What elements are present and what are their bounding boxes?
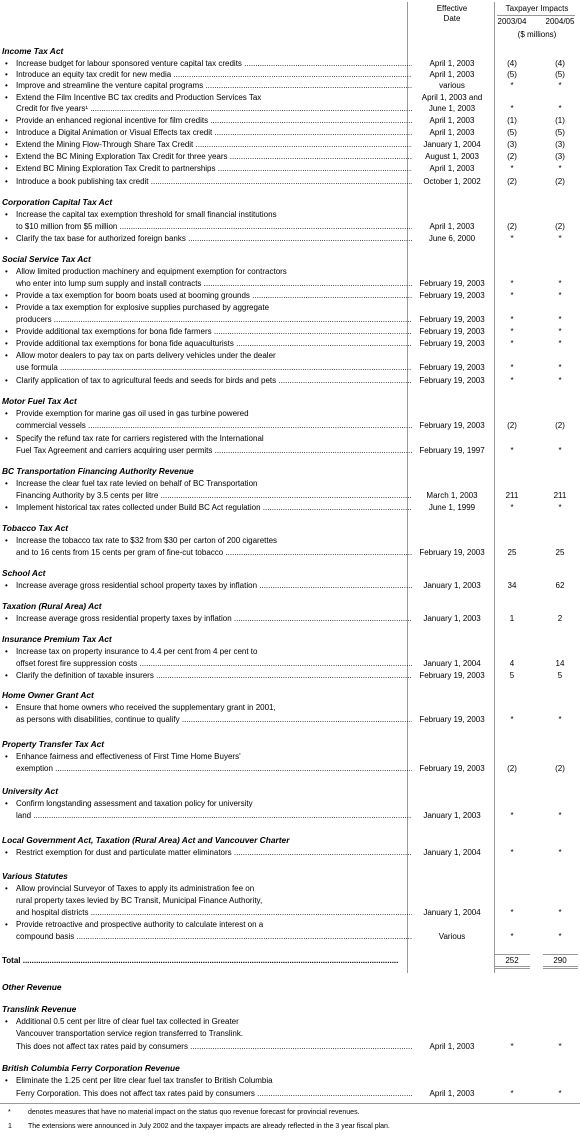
- bullet: •: [5, 1076, 8, 1085]
- header-rule: [497, 15, 575, 16]
- measure-description: Provide retroactive and prospective authority to calculate interest on a: [16, 920, 264, 929]
- effective-date: February 19, 2003: [419, 548, 485, 557]
- bullet: •: [5, 376, 8, 385]
- effective-date: April 1, 2003: [429, 116, 475, 125]
- impact-2004-05: *: [558, 503, 562, 512]
- section-heading: BC Transportation Financing Authority Revenue: [2, 466, 194, 476]
- effective-date: January 1, 2003: [423, 811, 481, 820]
- impact-2004-05: *: [558, 848, 562, 857]
- impact-2004-05: *: [558, 279, 562, 288]
- effective-date: February 19, 2003: [419, 421, 485, 430]
- bullet: •: [5, 327, 8, 336]
- impact-2004-05: *: [558, 81, 562, 90]
- impact-2004-05: *: [558, 315, 562, 324]
- bullet: •: [5, 479, 8, 488]
- impact-2003-04: *: [510, 104, 514, 113]
- impact-2004-05: *: [558, 446, 562, 455]
- measure-description: rural property taxes levied by BC Transit, Municipal Finance Authority,: [16, 896, 263, 905]
- table-row: [0, 139, 580, 150]
- effective-date: January 1, 2004: [423, 848, 481, 857]
- effective-date-header: [412, 4, 492, 24]
- bullet: •: [5, 536, 8, 545]
- impact-2004-05: *: [558, 811, 562, 820]
- effective-date-header-line1: Effective: [436, 4, 468, 13]
- impact-2004-05: *: [558, 1042, 562, 1051]
- measure-description: Clarify the definition of taxable insurers .....: [16, 670, 412, 681]
- table-row: [0, 847, 580, 858]
- impact-2004-05: *: [558, 339, 562, 348]
- effective-date: March 1, 2003: [426, 491, 478, 500]
- effective-date: April 1, 2003: [429, 1089, 475, 1098]
- section-heading: Insurance Premium Tax Act: [2, 634, 112, 644]
- year-2003-04-header: 2003/04: [497, 17, 527, 26]
- table-row: [0, 1041, 580, 1052]
- effective-date: August 1, 2003: [425, 152, 479, 161]
- effective-date: April 1, 2003: [429, 164, 475, 173]
- year-2004-05-header: 2004/05: [545, 17, 575, 26]
- bullet: •: [5, 70, 8, 79]
- table-row: [0, 907, 580, 918]
- measure-description: exemption .....: [16, 763, 412, 774]
- measure-description: to $10 million from $5 million .....: [16, 221, 412, 232]
- impact-2003-04: *: [510, 315, 514, 324]
- bullet: •: [5, 116, 8, 125]
- impact-2003-04: (2): [507, 177, 517, 186]
- effective-date: April 1, 2003: [429, 1042, 475, 1051]
- bullet: •: [5, 752, 8, 761]
- table-row: [0, 290, 580, 301]
- bullet: •: [5, 671, 8, 680]
- bullet: •: [5, 614, 8, 623]
- table-row: [0, 233, 580, 244]
- effective-date: February 19, 2003: [419, 279, 485, 288]
- impact-2003-04: 4: [509, 659, 515, 668]
- impact-2003-04: *: [510, 376, 514, 385]
- impact-2003-04: (3): [507, 140, 517, 149]
- table-row: [0, 502, 580, 513]
- effective-date: January 1, 2004: [423, 659, 481, 668]
- impact-2004-05: 25: [555, 548, 565, 557]
- measure-description: Provide additional tax exemptions for bona fide farmers .....: [16, 326, 412, 337]
- measure-description: producers .....: [16, 314, 412, 325]
- effective-date: February 19, 2003: [419, 715, 485, 724]
- measure-description: Ferry Corporation. This does not affect tax rates paid by consumers .....: [16, 1088, 412, 1099]
- impact-2004-05: (3): [555, 152, 565, 161]
- measure-description: Credit for five years¹ .....: [16, 103, 412, 114]
- table-row: [0, 58, 580, 69]
- table-row: [0, 490, 580, 501]
- table-row: [0, 535, 580, 546]
- impact-2003-04: (5): [507, 70, 517, 79]
- measure-description: Provide exemption for marine gas oil used in gas turbine powered: [16, 409, 249, 418]
- total-double-rule: [495, 966, 530, 967]
- table-row: [0, 362, 580, 373]
- table-row: [0, 314, 580, 325]
- effective-date: February 19, 1997: [419, 446, 485, 455]
- effective-date: April 1, 2003 and: [421, 93, 483, 102]
- measure-description: use formula .....: [16, 362, 412, 373]
- impact-2003-04: *: [510, 164, 514, 173]
- impact-2004-05: 211: [553, 491, 567, 500]
- impact-2004-05: *: [558, 932, 562, 941]
- impact-2003-04: *: [510, 279, 514, 288]
- table-row: [0, 80, 580, 91]
- effective-date: January 1, 2004: [423, 140, 481, 149]
- impact-2003-04: (5): [507, 128, 517, 137]
- bullet: •: [5, 267, 8, 276]
- bullet: •: [5, 581, 8, 590]
- effective-date: June 6, 2000: [428, 234, 476, 243]
- impact-2003-04: *: [510, 811, 514, 820]
- table-row: [0, 408, 580, 419]
- measure-description: Allow limited production machinery and equipment exemption for contractors: [16, 267, 287, 276]
- footnote-rule: [0, 1103, 580, 1104]
- bullet: •: [5, 152, 8, 161]
- table-row: [0, 883, 580, 894]
- impact-2003-04: 252: [505, 956, 519, 965]
- table-row: [0, 266, 580, 277]
- bullet: •: [5, 128, 8, 137]
- measure-description: Clarify application of tax to agricultural feeds and seeds for birds and pets .....: [16, 375, 412, 386]
- bullet: •: [5, 434, 8, 443]
- bullet: •: [5, 1017, 8, 1026]
- impact-2004-05: *: [558, 234, 562, 243]
- measure-description: Provide a tax exemption for explosive supplies purchased by aggregate: [16, 303, 270, 312]
- measure-description: Confirm longstanding assessment and taxation policy for university: [16, 799, 253, 808]
- measure-description: Increase average gross residential school property taxes by inflation .....: [16, 580, 412, 591]
- measure-description: Introduce a book publishing tax credit .....: [16, 176, 412, 187]
- table-row: [0, 895, 580, 906]
- effective-date: February 19, 2003: [419, 315, 485, 324]
- measure-description: Extend the Film Incentive BC tax credits and Production Services Tax: [16, 93, 262, 102]
- table-row: [0, 176, 580, 187]
- effective-date: April 1, 2003: [429, 222, 475, 231]
- measure-description: offset forest fire suppression costs .....: [16, 658, 412, 669]
- effective-date: February 19, 2003: [419, 764, 485, 773]
- impact-2003-04: *: [510, 339, 514, 348]
- impact-2004-05: (2): [555, 222, 565, 231]
- total-double-rule: [495, 968, 530, 969]
- section-heading: British Columbia Ferry Corporation Revenue: [2, 1063, 180, 1073]
- impact-2004-05: *: [558, 376, 562, 385]
- total-rule: [543, 954, 578, 955]
- total-row: [0, 955, 580, 966]
- section-heading: Translink Revenue: [2, 1004, 77, 1014]
- table-row: [0, 714, 580, 725]
- measure-description: Financing Authority by 3.5 cents per litre .....: [16, 490, 412, 501]
- impact-2004-05: 14: [555, 659, 565, 668]
- section-heading: Tobacco Tax Act: [2, 523, 69, 533]
- bullet: •: [5, 409, 8, 418]
- effective-date: October 1, 2002: [423, 177, 481, 186]
- total-double-rule: [543, 968, 578, 969]
- effective-date: June 1, 2003: [428, 104, 476, 113]
- table-row: [0, 350, 580, 361]
- impact-2003-04: *: [510, 715, 514, 724]
- total-double-rule: [543, 966, 578, 967]
- bullet: •: [5, 177, 8, 186]
- impact-2004-05: *: [558, 715, 562, 724]
- measure-description: This does not affect tax rates paid by consumers .....: [16, 1041, 412, 1052]
- table-row: [0, 209, 580, 220]
- table-row: [0, 278, 580, 289]
- measure-description: Extend the Mining Flow-Through Share Tax Credit .....: [16, 139, 412, 150]
- bullet: •: [5, 303, 8, 312]
- table-row: [0, 670, 580, 681]
- table-row: [0, 658, 580, 669]
- impact-2003-04: (2): [507, 764, 517, 773]
- effective-date: February 19, 2003: [419, 291, 485, 300]
- bullet: •: [5, 351, 8, 360]
- measure-description: who enter into lump sum supply and install contracts .....: [16, 278, 412, 289]
- table-row: [0, 338, 580, 349]
- table-row: [0, 580, 580, 591]
- table-row: [0, 151, 580, 162]
- impact-2004-05: 5: [557, 671, 563, 680]
- measure-description: Increase the tobacco tax rate to $32 from $30 per carton of 200 cigarettes: [16, 536, 278, 545]
- effective-date: January 1, 2004: [423, 908, 481, 917]
- impact-2003-04: *: [510, 1089, 514, 1098]
- effective-date: June 1, 1999: [428, 503, 476, 512]
- measure-description: Specify the refund tax rate for carriers registered with the International: [16, 434, 264, 443]
- impact-2004-05: (5): [555, 70, 565, 79]
- section-heading: Various Statutes: [2, 871, 68, 881]
- measure-description: compound basis .....: [16, 931, 412, 942]
- effective-date: Various: [438, 932, 466, 941]
- impact-2004-05: *: [558, 908, 562, 917]
- impact-2003-04: *: [510, 848, 514, 857]
- impact-2003-04: *: [510, 932, 514, 941]
- measure-description: and hospital districts .....: [16, 907, 412, 918]
- section-heading: Other Revenue: [2, 982, 62, 992]
- measure-description: Provide a tax exemption for boom boats used at booming grounds .....: [16, 290, 412, 301]
- table-row: [0, 433, 580, 444]
- impact-2003-04: *: [510, 503, 514, 512]
- section-heading: Home Owner Grant Act: [2, 690, 94, 700]
- measure-description: Increase the capital tax exemption threshold for small financial institutions: [16, 210, 277, 219]
- measure-description: Allow provincial Surveyor of Taxes to apply its administration fee on: [16, 884, 255, 893]
- section-heading: Corporation Capital Tax Act: [2, 197, 113, 207]
- section-heading: Taxation (Rural Area) Act: [2, 601, 102, 611]
- effective-date: January 1, 2003: [423, 614, 481, 623]
- bullet: •: [5, 848, 8, 857]
- measure-description: Extend BC Mining Exploration Tax Credit to partnerships .....: [16, 163, 412, 174]
- section-heading: University Act: [2, 786, 59, 796]
- effective-date: April 1, 2003: [429, 128, 475, 137]
- measure-description: Improve and streamline the venture capital programs .....: [16, 80, 412, 91]
- section-heading: Property Transfer Tax Act: [2, 739, 105, 749]
- measure-description: Restrict exemption for dust and particulate matter eliminators .....: [16, 847, 412, 858]
- bullet: •: [5, 81, 8, 90]
- measure-description: Implement historical tax rates collected under Build BC Act regulation .....: [16, 502, 412, 513]
- table-row: [0, 326, 580, 337]
- taxpayer-impacts-header: Taxpayer Impacts: [505, 4, 569, 13]
- impact-2004-05: (5): [555, 128, 565, 137]
- effective-date: February 19, 2003: [419, 339, 485, 348]
- table-row: [0, 163, 580, 174]
- bullet: •: [5, 647, 8, 656]
- units-label: ($ millions): [517, 30, 557, 39]
- impact-2003-04: *: [510, 908, 514, 917]
- effective-date: February 19, 2003: [419, 363, 485, 372]
- bullet: •: [5, 140, 8, 149]
- table-row: [0, 302, 580, 313]
- impact-2003-04: 1: [509, 614, 515, 623]
- footnote-text: The extensions were announced in July 2002 and the taxpayer impacts are already reflected in the 3 year fiscal plan.: [28, 1123, 390, 1130]
- impact-2003-04: *: [510, 446, 514, 455]
- impact-2003-04: (2): [507, 152, 517, 161]
- measure-description: and to 16 cents from 15 cents per gram of fine-cut tobacco .....: [16, 547, 412, 558]
- measure-description: Vancouver transportation service region transferred to Translink.: [16, 1029, 244, 1038]
- impact-2003-04: *: [510, 291, 514, 300]
- impact-2003-04: 34: [507, 581, 517, 590]
- table-row: [0, 702, 580, 713]
- table-row: [0, 375, 580, 386]
- impact-2003-04: (2): [507, 421, 517, 430]
- section-heading: Social Service Tax Act: [2, 254, 91, 264]
- measure-description: Fuel Tax Agreement and carriers acquiring user permits .....: [16, 445, 412, 456]
- impact-2004-05: (1): [555, 116, 565, 125]
- measure-description: Increase budget for labour sponsored venture capital tax credits .....: [16, 58, 412, 69]
- measure-description: Increase average gross residential property taxes by inflation .....: [16, 613, 412, 624]
- table-row: [0, 1088, 580, 1099]
- effective-date: January 1, 2003: [423, 581, 481, 590]
- impact-2003-04: 25: [507, 548, 517, 557]
- impact-2004-05: *: [558, 104, 562, 113]
- measure-description: Enhance fairness and effectiveness of First Time Home Buyers': [16, 752, 241, 761]
- effective-date: February 19, 2003: [419, 671, 485, 680]
- impact-2003-04: *: [510, 81, 514, 90]
- bullet: •: [5, 503, 8, 512]
- table-row: [0, 763, 580, 774]
- footnote-mark: *: [8, 1109, 11, 1116]
- table-row: [0, 115, 580, 126]
- effective-date: February 19, 2003: [419, 376, 485, 385]
- impact-2003-04: *: [510, 234, 514, 243]
- impact-2003-04: 5: [509, 671, 515, 680]
- measure-description: Ensure that home owners who received the supplementary grant in 2001,: [16, 703, 276, 712]
- impact-2004-05: *: [558, 327, 562, 336]
- measure-description: Introduce a Digital Animation or Visual Effects tax credit .....: [16, 127, 412, 138]
- table-row: [0, 810, 580, 821]
- bullet: •: [5, 93, 8, 102]
- bullet: •: [5, 210, 8, 219]
- table-row: [0, 751, 580, 762]
- footnote-text: denotes measures that have no material impact on the status quo revenue forecast for provincial revenues.: [28, 1109, 360, 1116]
- measure-description: Introduce an equity tax credit for new media .....: [16, 69, 412, 80]
- table-row: [0, 931, 580, 942]
- bullet: •: [5, 799, 8, 808]
- section-heading: Income Tax Act: [2, 46, 64, 56]
- measure-description: Provide an enhanced regional incentive for film credits .....: [16, 115, 412, 126]
- table-row: [0, 92, 580, 103]
- table-row: [0, 445, 580, 456]
- bullet: •: [5, 291, 8, 300]
- effective-date: April 1, 2003: [429, 70, 475, 79]
- bullet: •: [5, 884, 8, 893]
- impact-2003-04: *: [510, 363, 514, 372]
- impact-2004-05: *: [558, 363, 562, 372]
- table-row: [0, 69, 580, 80]
- impact-2003-04: (1): [507, 116, 517, 125]
- measure-description: Increase the clear fuel tax rate levied on behalf of BC Transportation: [16, 479, 258, 488]
- measure-description: Extend the BC Mining Exploration Tax Credit for three years .....: [16, 151, 412, 162]
- bullet: •: [5, 59, 8, 68]
- impact-2004-05: 2: [557, 614, 563, 623]
- table-row: [0, 919, 580, 930]
- table-row: [0, 613, 580, 624]
- impact-2004-05: 290: [553, 956, 567, 965]
- table-row: [0, 547, 580, 558]
- table-row: [0, 420, 580, 431]
- impact-2003-04: *: [510, 1042, 514, 1051]
- measure-description: land .....: [16, 810, 412, 821]
- measure-description: Allow motor dealers to pay tax on parts delivery vehicles under the dealer: [16, 351, 276, 360]
- footnote-mark: 1: [8, 1123, 12, 1130]
- impact-2004-05: (2): [555, 764, 565, 773]
- measure-description: as persons with disabilities, continue to qualify .....: [16, 714, 412, 725]
- section-heading: Motor Fuel Tax Act: [2, 396, 77, 406]
- effective-date-header-line2: Date: [443, 14, 461, 23]
- effective-date: various: [439, 81, 465, 90]
- effective-date: April 1, 2003: [429, 59, 475, 68]
- bullet: •: [5, 339, 8, 348]
- measure-description: Eliminate the 1.25 cent per litre clear fuel tax transfer to British Columbia: [16, 1076, 273, 1085]
- table-row: [0, 798, 580, 809]
- measure-description: Increase tax on property insurance to 4.4 per cent from 4 per cent to: [16, 647, 258, 656]
- impact-2004-05: (3): [555, 140, 565, 149]
- table-row: [0, 221, 580, 232]
- table-row: [0, 103, 580, 114]
- impact-2003-04: *: [510, 327, 514, 336]
- measure-description: Provide additional tax exemptions for bona fide aquaculturists .....: [16, 338, 412, 349]
- impact-2004-05: *: [558, 1089, 562, 1098]
- measure-description: Additional 0.5 cent per litre of clear fuel tax collected in Greater: [16, 1017, 239, 1026]
- measure-description: commercial vessels .....: [16, 420, 412, 431]
- table-row: [0, 646, 580, 657]
- impact-2004-05: (4): [555, 59, 565, 68]
- table-row: [0, 1075, 580, 1086]
- measure-description: Clarify the tax base for authorized foreign banks .....: [16, 233, 412, 244]
- bullet: •: [5, 920, 8, 929]
- impact-2004-05: (2): [555, 421, 565, 430]
- impact-2003-04: (4): [507, 59, 517, 68]
- bullet: •: [5, 234, 8, 243]
- impact-2003-04: (2): [507, 222, 517, 231]
- table-row: [0, 478, 580, 489]
- bullet: •: [5, 164, 8, 173]
- impact-2004-05: *: [558, 291, 562, 300]
- section-heading: School Act: [2, 568, 46, 578]
- effective-date: February 19, 2003: [419, 327, 485, 336]
- impact-2004-05: *: [558, 164, 562, 173]
- table-row: [0, 1016, 580, 1027]
- bullet: •: [5, 703, 8, 712]
- section-heading: Local Government Act, Taxation (Rural Area) Act and Vancouver Charter: [2, 835, 290, 845]
- impact-2004-05: 62: [555, 581, 565, 590]
- impact-2004-05: (2): [555, 177, 565, 186]
- impact-2003-04: 211: [505, 491, 519, 500]
- table-row: [0, 127, 580, 138]
- measure-description: Total .....: [2, 955, 398, 966]
- table-row: [0, 1028, 580, 1039]
- total-rule: [495, 954, 530, 955]
